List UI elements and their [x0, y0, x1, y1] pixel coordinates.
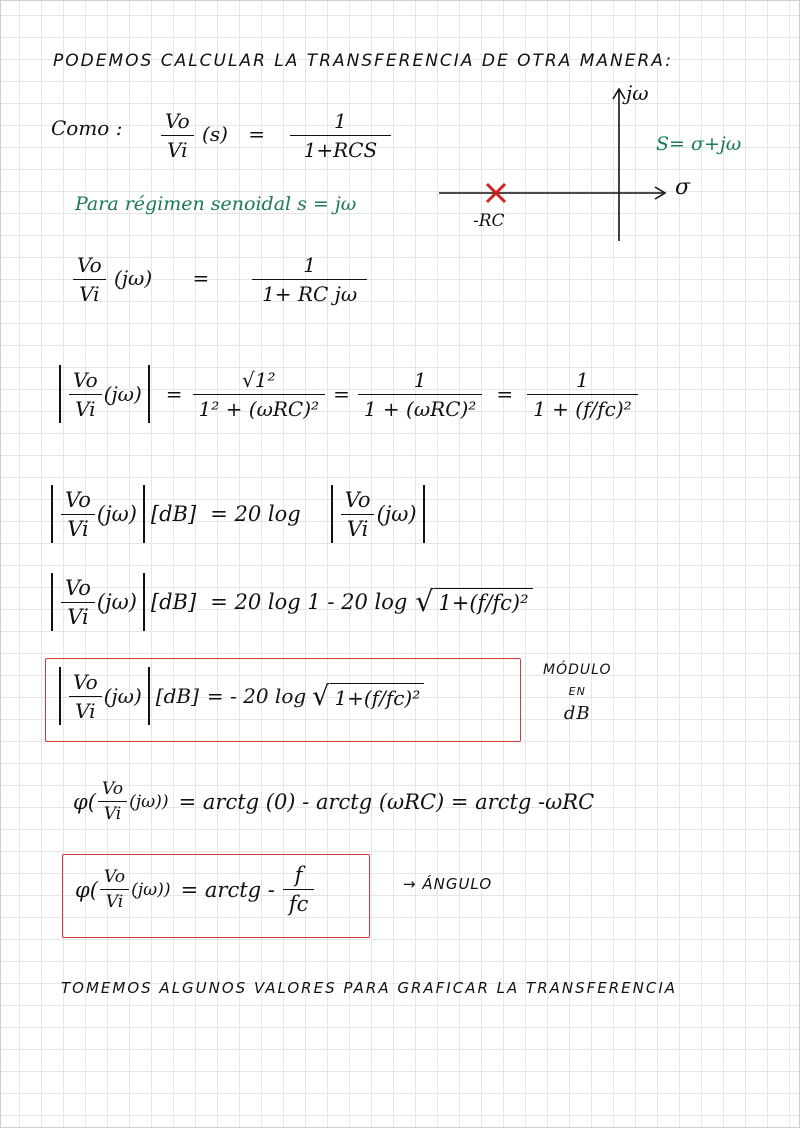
numerator: Vo [77, 253, 102, 277]
rhs-fraction [285, 109, 395, 162]
denominator: Vi [98, 801, 128, 824]
magnitude-term-3 [527, 368, 638, 421]
abs-bar [148, 667, 150, 725]
abs-bar [59, 667, 61, 725]
abs-bar [59, 365, 61, 423]
radicand: 1+(f/fc)² [330, 683, 424, 710]
numerator: √1² [242, 367, 276, 392]
vo-vi-fraction [59, 576, 97, 629]
numerator: Vo [73, 367, 98, 392]
phase-eq-result [75, 863, 314, 916]
radicand: 1+(f/fc)² [434, 588, 532, 616]
numerator: Vo [73, 669, 98, 694]
vo-vi-fraction [67, 368, 104, 421]
numerator: 1 [413, 367, 427, 392]
vo-vi-fraction [59, 488, 97, 541]
transfer-eq-s [159, 109, 395, 162]
abs-bar [51, 573, 53, 631]
vo-vi-fraction [159, 109, 196, 162]
heading-line: PODEMOS CALCULAR LA TRANSFERENCIA DE OTRA MANERA: [53, 51, 673, 71]
sqrt-term [415, 584, 532, 618]
denominator: 1+RCS [290, 135, 392, 162]
magnitude-eq [53, 365, 638, 423]
modulo-note [543, 659, 612, 725]
numerator: 1 [334, 109, 347, 133]
rhs-text: = arctg (0) - arctg (ωRC) = arctg -ωRC [178, 789, 595, 814]
db-eq-1 [45, 485, 431, 543]
numerator: Vo [165, 109, 190, 133]
equals: = [248, 122, 266, 146]
unit-db: [dB] [155, 684, 199, 708]
como-label: Como : [51, 116, 123, 140]
radical-sign: √ [312, 680, 330, 712]
regimen-note: Para régimen senoidal s = jω [75, 193, 357, 215]
phi-symbol: φ( [73, 789, 96, 814]
numerator: 1 [303, 253, 316, 277]
rhs-text: = - 20 log [206, 684, 307, 708]
argument: (s) [202, 122, 228, 146]
numerator: 1 [576, 367, 589, 392]
rhs-fraction [250, 253, 370, 306]
db-eq-result [53, 667, 424, 725]
equals: = [496, 382, 514, 406]
denominator: Vi [341, 514, 375, 541]
denominator: fc [283, 889, 315, 916]
argument: (jω) [103, 684, 142, 708]
transfer-eq-jw [71, 253, 370, 306]
f-fc-fraction [283, 863, 315, 916]
db-eq-2 [45, 573, 533, 631]
phase-eq [73, 779, 594, 824]
argument: (jω) [376, 502, 417, 526]
sqrt-term [312, 680, 424, 712]
unit-db: [dB] [150, 502, 197, 526]
numerator: Vo [65, 487, 91, 512]
magnitude-term-2 [358, 368, 483, 421]
vo-vi-fraction [67, 670, 104, 723]
unit-db: [dB] [150, 590, 197, 614]
argument: (jω) [96, 590, 137, 614]
vo-vi-fraction [98, 867, 131, 912]
numerator: Vo [103, 867, 126, 887]
vo-vi-fraction [339, 488, 377, 541]
real-axis-label: σ [675, 175, 691, 200]
denominator: Vi [69, 394, 102, 421]
angulo-note: → ÁNGULO [403, 875, 493, 893]
magnitude-term-1 [193, 368, 326, 421]
imag-axis-label: jω [626, 81, 649, 105]
denominator: Vi [61, 514, 95, 541]
db-word: dB [563, 703, 591, 724]
numerator: Vo [65, 575, 91, 600]
equals: = [165, 382, 183, 406]
numerator: Vo [344, 487, 371, 512]
argument: (jω) [103, 382, 142, 406]
abs-bar [143, 573, 145, 631]
vo-vi-fraction [96, 779, 129, 824]
denominator: 1² + (ωRC)² [193, 394, 326, 421]
s-definition: S= σ+jω [656, 133, 742, 155]
modulo-word: MÓDULO [543, 662, 612, 678]
abs-bar [51, 485, 53, 543]
rhs-text: = 20 log 1 - 20 log [210, 590, 408, 614]
vo-vi-fraction [71, 253, 108, 306]
denominator: Vi [61, 602, 95, 629]
phi-symbol: φ( [75, 877, 98, 902]
numerator: f [294, 863, 303, 887]
radical-sign: √ [415, 584, 434, 618]
closing-line: TOMEMOS ALGUNOS VALORES PARA GRAFICAR LA TRANSFERENCIA [61, 979, 678, 997]
rhs-text: = 20 log [210, 502, 301, 526]
denominator: 1+ RC jω [252, 279, 367, 306]
denominator: Vi [161, 135, 194, 162]
argument: (jω) [114, 266, 153, 290]
denominator: Vi [69, 696, 102, 723]
pole-label: -RC [473, 211, 505, 231]
argument: (jω)) [129, 791, 169, 812]
denominator: 1 + (f/fc)² [527, 394, 638, 421]
abs-bar [143, 485, 145, 543]
equals: = [192, 266, 210, 290]
abs-bar [148, 365, 150, 423]
argument: (jω) [96, 502, 137, 526]
denominator: 1 + (ωRC)² [358, 394, 483, 421]
argument: (jω)) [131, 879, 171, 900]
abs-bar [423, 485, 425, 543]
abs-bar [331, 485, 333, 543]
en-word: EN [568, 685, 586, 698]
denominator: Vi [73, 279, 106, 306]
numerator: Vo [101, 779, 124, 799]
equals: = [333, 382, 350, 406]
rhs-text: = arctg - [180, 877, 275, 902]
denominator: Vi [100, 889, 130, 912]
